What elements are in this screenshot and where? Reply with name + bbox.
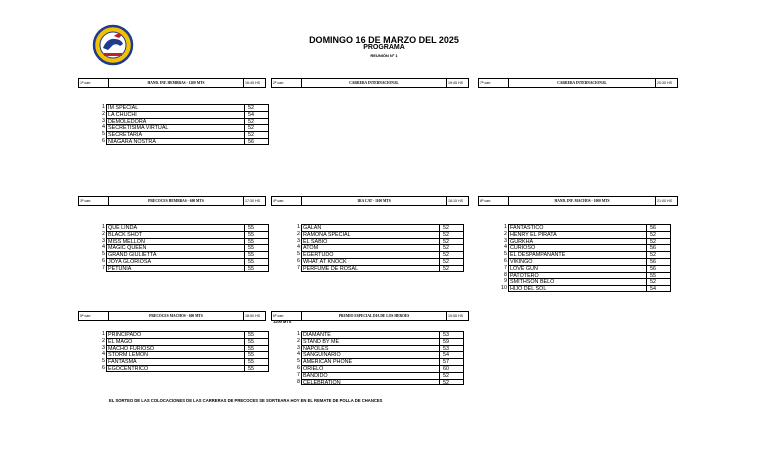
horse-name: PRINCIPADO	[106, 331, 245, 338]
horse-name: DEMOLEDORA	[106, 118, 245, 125]
entry-number: 3	[297, 344, 300, 351]
horse-weight: 52	[647, 251, 671, 258]
horse-name: GURKHA	[508, 238, 647, 245]
entry-row	[293, 258, 464, 265]
race-header-5	[78, 311, 266, 321]
horse-name: STORM LEMON	[106, 351, 245, 358]
horse-name: MISS MELLON	[106, 238, 245, 245]
entry-number: 7	[102, 264, 105, 271]
entry-row	[98, 118, 269, 125]
horse-weight: 52	[440, 258, 464, 265]
horse-name: EL DESPAMPANANTE	[508, 251, 647, 258]
entry-row	[98, 358, 269, 365]
horse-name: SECRETISIMA VIRTUAL	[106, 124, 245, 131]
horse-weight: 55	[245, 358, 269, 365]
race-time: 18:15 HS	[448, 199, 463, 203]
entry-row	[98, 224, 269, 231]
horse-name: RAMONA SPECIAL	[301, 231, 440, 238]
horse-weight: 55	[245, 231, 269, 238]
horse-name: EL MAGO	[106, 338, 245, 345]
horse-name: PERFUME DE ROSAL	[301, 265, 440, 272]
entry-number: 4	[297, 351, 300, 358]
entry-number: 9	[504, 278, 507, 285]
entry-row	[500, 238, 671, 245]
entry-number: 3	[102, 344, 105, 351]
entry-row	[293, 365, 464, 372]
horse-name: FANTASTICO	[508, 224, 647, 231]
race-time: 16:45 HS	[245, 81, 260, 85]
horse-weight: 56	[245, 138, 269, 145]
horse-name: JOYA GLORIOSA	[106, 258, 245, 265]
horse-weight: 52	[440, 224, 464, 231]
horse-name: ATOM	[301, 244, 440, 251]
horse-weight: 52	[440, 238, 464, 245]
race-name: PREMIO ESPECIAL DIA DE LOS HEROES	[302, 312, 447, 320]
entry-number: 3	[504, 237, 507, 244]
horse-name: CELEBRATION	[301, 379, 440, 386]
horse-weight: 52	[647, 238, 671, 245]
race-entries-8	[500, 224, 671, 292]
horse-name: EGERTUDO	[301, 251, 440, 258]
horse-weight: 52	[440, 265, 464, 272]
footer-note: EL SORTEO DE LAS COLOCACIONES DE LAS CARRERAS DE PRECOCES SE SORTEARA HOY EN EL REMATE DE POLLA DE CHANCES	[109, 398, 383, 403]
horse-name: SECRETARIA	[106, 131, 245, 138]
horse-weight: 55	[245, 365, 269, 372]
entry-number: 1	[297, 331, 300, 337]
horse-weight: 54	[245, 111, 269, 118]
entry-number: 7	[504, 264, 507, 271]
horse-weight: 52	[440, 251, 464, 258]
horse-weight: 52	[245, 104, 269, 111]
entry-row	[98, 111, 269, 118]
entry-number: 6	[297, 364, 300, 371]
horse-weight: 52	[440, 372, 464, 379]
race-name: CARRERA INTERNACIONAL	[302, 79, 447, 87]
entry-number: 4	[504, 244, 507, 251]
horse-name: EL SABIO	[301, 238, 440, 245]
race-name: PRECOCES HEMBRAS - 600 MTS	[109, 197, 244, 205]
horse-weight: 53	[440, 345, 464, 352]
entry-row	[98, 258, 269, 265]
horse-weight: 59	[440, 338, 464, 345]
race-header-2	[271, 78, 469, 88]
horse-weight: 52	[245, 131, 269, 138]
horse-name: WHAT AT KNOCK	[301, 258, 440, 265]
entry-row	[98, 365, 269, 372]
race-header-7	[478, 78, 678, 88]
horse-weight: 55	[245, 338, 269, 345]
entry-row	[293, 338, 464, 345]
entry-row	[98, 251, 269, 258]
entry-row	[98, 104, 269, 111]
entry-row	[500, 224, 671, 231]
race-number: 4ª carr.	[272, 197, 302, 205]
entry-number: 7	[297, 371, 300, 378]
race-number: 3ª carr.	[79, 197, 109, 205]
entry-row	[500, 244, 671, 251]
race-time: 21:00 HS	[657, 199, 672, 203]
race-header-3	[78, 196, 266, 206]
entry-row	[98, 331, 269, 338]
entry-row	[293, 265, 464, 272]
race-number: 5ª carr.	[79, 312, 109, 320]
horse-name: NIAGARA NOSTRA	[106, 138, 245, 145]
horse-name: NAPOLES	[301, 345, 440, 352]
horse-name: QUE LINDA	[106, 224, 245, 231]
horse-name: LOVE GUN	[508, 265, 647, 272]
entry-row	[98, 351, 269, 358]
horse-weight: 57	[440, 358, 464, 365]
entry-row	[293, 379, 464, 386]
horse-name: DIAMANTE	[301, 331, 440, 338]
horse-name: GALAN	[301, 224, 440, 231]
entry-row	[500, 272, 671, 279]
horse-weight: 55	[245, 224, 269, 231]
horse-name: HENRY EL PIRATA	[508, 231, 647, 238]
horse-weight: 56	[647, 265, 671, 272]
entry-row	[98, 131, 269, 138]
entry-number: 6	[102, 364, 105, 371]
horse-name: LA CHUCHI	[106, 111, 245, 118]
entry-number: 8	[297, 378, 300, 385]
entry-row	[500, 278, 671, 285]
entry-number: 1	[504, 224, 507, 230]
page-subtitle: PROGRAMA	[363, 44, 405, 51]
entry-row	[98, 231, 269, 238]
horse-name: MAGIC QUEEN	[106, 244, 245, 251]
entry-number: 5	[102, 358, 105, 365]
entry-row	[98, 124, 269, 131]
entry-number: 2	[297, 337, 300, 344]
horse-weight: 52	[647, 231, 671, 238]
entry-number: 2	[297, 230, 300, 237]
horse-weight: 55	[245, 244, 269, 251]
entry-number: 6	[102, 257, 105, 264]
horse-weight: 52	[647, 278, 671, 285]
race-number: 1ª carr.	[79, 79, 109, 87]
entry-number: 4	[297, 244, 300, 251]
race-time: 20:30 HS	[657, 81, 672, 85]
race-name: HAND. INF. MACHOS - 1000 MTS	[509, 197, 656, 205]
horse-name: ORIELO	[301, 365, 440, 372]
page-title: DOMINGO 16 DE MARZO DEL 2025	[309, 35, 459, 45]
entry-row	[293, 351, 464, 358]
entry-row	[500, 231, 671, 238]
race-number: 8ª carr.	[479, 197, 509, 205]
horse-name: BANDIDO	[301, 372, 440, 379]
entry-number: 3	[102, 237, 105, 244]
entry-row	[500, 258, 671, 265]
entry-number: 1	[102, 224, 105, 230]
entry-number: 5	[504, 251, 507, 258]
entry-number: 2	[102, 110, 105, 117]
entry-row	[500, 251, 671, 258]
race-time: 17:30 HS	[245, 199, 260, 203]
entry-number: 1	[102, 331, 105, 337]
horse-name: PETUNIA	[106, 265, 245, 272]
entry-row	[500, 285, 671, 292]
horse-name: VIKINGO	[508, 258, 647, 265]
horse-weight: 55	[647, 272, 671, 279]
entry-row	[500, 265, 671, 272]
horse-name: GRAND GIULIETTA	[106, 251, 245, 258]
race-header-4	[271, 196, 469, 206]
race-number: 6ª carr.	[272, 312, 302, 320]
horse-name: FANTASMA	[106, 358, 245, 365]
entry-number: 7	[297, 264, 300, 271]
entry-number: 5	[297, 358, 300, 365]
entry-row	[293, 238, 464, 245]
race-name: HAND. INF. HEMBRAS - 1200 MTS	[109, 79, 244, 87]
entry-number: 6	[504, 257, 507, 264]
horse-name: HIJO DEL SOL	[508, 285, 647, 292]
horse-weight: 53	[440, 331, 464, 338]
horse-weight: 55	[245, 251, 269, 258]
horse-weight: 55	[245, 258, 269, 265]
entry-number: 5	[102, 131, 105, 138]
entry-row	[98, 238, 269, 245]
entry-number: 3	[102, 117, 105, 124]
horse-weight: 52	[245, 118, 269, 125]
horse-weight: 52	[440, 379, 464, 386]
race-name: 3RA CAT - 1100 MTS	[302, 197, 447, 205]
horse-weight: 55	[245, 345, 269, 352]
race-entries-4	[293, 224, 464, 272]
entry-row	[98, 338, 269, 345]
entry-row	[98, 265, 269, 272]
horse-name: EGOCENTRICO	[106, 365, 245, 372]
entry-row	[98, 244, 269, 251]
entry-row	[293, 358, 464, 365]
horse-weight: 52	[245, 124, 269, 131]
entry-number: 5	[102, 251, 105, 258]
entry-row	[293, 331, 464, 338]
entry-row	[293, 224, 464, 231]
entry-number: 5	[297, 251, 300, 258]
race-distance-note: 1200 MTS	[273, 319, 292, 324]
race-number: 2ª carr.	[272, 79, 302, 87]
horse-weight: 54	[647, 285, 671, 292]
horse-name: SMITHSON BELO	[508, 278, 647, 285]
race-entries-5	[98, 331, 269, 372]
horse-name: AMERICAN PHONE	[301, 358, 440, 365]
entry-row	[293, 372, 464, 379]
entry-number: 4	[102, 244, 105, 251]
horse-weight: 55	[245, 331, 269, 338]
race-header-1	[78, 78, 266, 88]
entry-number: 4	[102, 351, 105, 358]
entry-number: 10	[501, 285, 507, 292]
entry-number: 8	[504, 271, 507, 278]
entry-row	[98, 138, 269, 145]
horse-name: PATOTERO	[508, 272, 647, 279]
entry-number: 1	[102, 104, 105, 110]
entry-number: 6	[102, 137, 105, 144]
entry-number: 3	[297, 237, 300, 244]
horse-name: IM SPECIAL	[106, 104, 245, 111]
race-time: 18:50 HS	[245, 314, 260, 318]
race-header-6	[271, 311, 469, 321]
horse-weight: 56	[647, 258, 671, 265]
horse-weight: 54	[440, 351, 464, 358]
race-number: 7ª carr.	[479, 79, 509, 87]
horse-name: MACHO FURIOSO	[106, 345, 245, 352]
race-name: PRECOCES MACHOS - 600 MTS	[109, 312, 244, 320]
race-time: 19:55 HS	[448, 314, 463, 318]
horse-name: SANGUINARIO	[301, 351, 440, 358]
entry-row	[98, 345, 269, 352]
entry-number: 6	[297, 257, 300, 264]
horse-weight: 60	[440, 365, 464, 372]
race-entries-6	[293, 331, 464, 385]
horse-weight: 56	[647, 224, 671, 231]
horse-weight: 55	[245, 351, 269, 358]
horse-name: BLACK SHOT	[106, 231, 245, 238]
entry-number: 2	[102, 337, 105, 344]
entry-row	[293, 244, 464, 251]
horse-weight: 55	[245, 238, 269, 245]
race-entries-3	[98, 224, 269, 272]
horse-name: CURIOSO	[508, 244, 647, 251]
entry-row	[293, 345, 464, 352]
race-header-8	[478, 196, 678, 206]
entry-number: 4	[102, 124, 105, 131]
horse-weight: 52	[440, 244, 464, 251]
entry-row	[293, 231, 464, 238]
horse-weight: 55	[245, 265, 269, 272]
horse-weight: 52	[440, 231, 464, 238]
entry-number: 1	[297, 224, 300, 230]
horse-weight: 56	[647, 244, 671, 251]
race-entries-1	[98, 104, 269, 145]
race-time: 19:45 HS	[448, 81, 463, 85]
entry-row	[293, 251, 464, 258]
meeting-number: REUNIÓN Nº 1	[370, 53, 398, 58]
horse-name: STAND BY ME	[301, 338, 440, 345]
race-name: CARRERA INTERNACIONAL	[509, 79, 656, 87]
entry-number: 2	[504, 230, 507, 237]
entry-number: 2	[102, 230, 105, 237]
